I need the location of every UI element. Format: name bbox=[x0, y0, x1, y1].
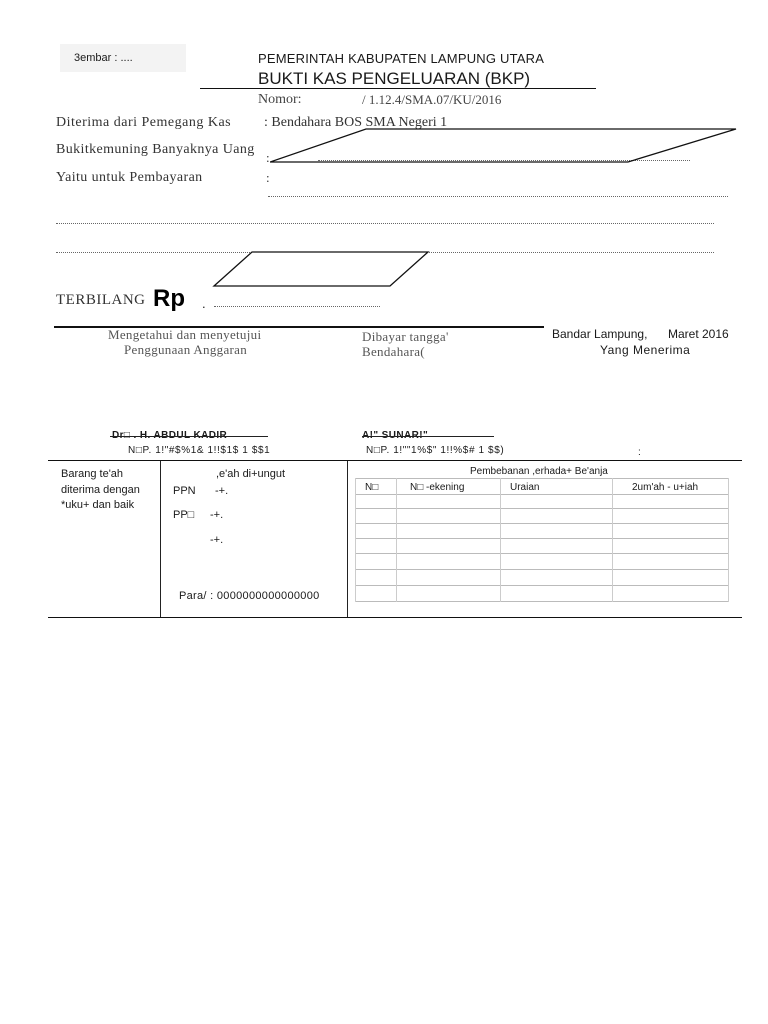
approve-line-1: Mengetahui dan menyetujui bbox=[108, 327, 262, 342]
treasurer-name-line bbox=[362, 436, 494, 437]
payment-dotted-line-1 bbox=[268, 196, 728, 197]
date-label: Maret 2016 bbox=[668, 327, 729, 341]
expense-title: Pembebanan ,erhada+ Be'anja bbox=[470, 466, 608, 477]
place-label: Bandar Lampung, bbox=[552, 327, 648, 341]
payment-dotted-line-2 bbox=[56, 223, 714, 224]
pph-label: PP□ bbox=[173, 509, 195, 521]
ppn-label: PPN bbox=[173, 485, 196, 497]
terbilang-dotted-line bbox=[214, 306, 380, 307]
terbilang-label: TERBILANG bbox=[56, 292, 146, 308]
diterima-label: Diterima dari Pemegang Kas bbox=[56, 115, 232, 130]
pph-value: -+. bbox=[210, 509, 224, 521]
goods-received-line-3: *uku+ dan baik bbox=[61, 499, 135, 511]
approver-name: Dr□ . H. ABDUL KADIR bbox=[112, 430, 228, 441]
rp-label: Rp bbox=[153, 285, 185, 312]
paraf-value: Para/ : 0000000000000000 bbox=[179, 590, 320, 602]
rp-box bbox=[212, 250, 432, 290]
treasurer-nip: N□P. 1!""1%$" 1!!%$# 1 $$) bbox=[366, 445, 505, 456]
expense-row-line bbox=[355, 523, 728, 524]
approve-line-2: Penggunaan Anggaran bbox=[124, 342, 248, 357]
nomor-value: / 1.12.4/SMA.07/KU/2016 bbox=[362, 92, 502, 107]
bukit-colon: : bbox=[266, 150, 270, 165]
receiver-colon: : bbox=[638, 447, 641, 458]
expense-col-line bbox=[355, 478, 356, 602]
col-amount-header: 2um'ah - u+iah bbox=[632, 482, 699, 493]
title-underline bbox=[200, 88, 596, 89]
ppn-value: -+. bbox=[215, 485, 229, 497]
bottom-divider-2 bbox=[347, 461, 348, 617]
expense-row-line bbox=[355, 601, 728, 602]
yaitu-label: Yaitu untuk Pembayaran bbox=[56, 170, 203, 185]
expense-row-line bbox=[355, 538, 728, 539]
nomor-label: Nomor: bbox=[258, 92, 302, 107]
approver-nip: N□P. 1!"#$%1& 1!!$1$ 1 $$1 bbox=[128, 445, 271, 456]
expense-col-line bbox=[500, 478, 501, 602]
yaitu-colon: : bbox=[266, 170, 270, 185]
tax-collected-title: ,e'ah di+ungut bbox=[216, 468, 286, 480]
expense-title-line bbox=[355, 478, 728, 479]
document-title: BUKTI KAS PENGELUARAN (BKP) bbox=[258, 69, 531, 88]
paid-line-1: Dibayar tangga' bbox=[362, 329, 449, 344]
bottom-table-bottom bbox=[48, 617, 742, 618]
expense-row-line bbox=[355, 569, 728, 570]
col-description-header: Uraian bbox=[510, 482, 540, 493]
expense-col-line bbox=[728, 478, 729, 602]
other-tax-value: -+. bbox=[210, 534, 224, 546]
goods-received-line-2: diterima dengan bbox=[61, 484, 140, 496]
rp-dot: . bbox=[202, 296, 206, 311]
expense-row-line bbox=[355, 585, 728, 586]
expense-col-line bbox=[396, 478, 397, 602]
paid-line-2: Bendahara( bbox=[362, 344, 425, 359]
expense-row-line bbox=[355, 508, 728, 509]
expense-row-line bbox=[355, 553, 728, 554]
agency-name: PEMERINTAH KABUPATEN LAMPUNG UTARA bbox=[258, 51, 545, 66]
goods-received-line-1: Barang te'ah bbox=[61, 468, 124, 480]
col-account-header: N□ -ekening bbox=[410, 482, 465, 493]
treasurer-name: A!" SUNAR!" bbox=[362, 430, 429, 441]
bukit-label: Bukitkemuning Banyaknya Uang bbox=[56, 142, 255, 157]
bottom-divider-1 bbox=[160, 461, 161, 617]
amount-box bbox=[270, 125, 740, 167]
expense-col-line bbox=[612, 478, 613, 602]
expense-row-line bbox=[355, 494, 728, 495]
receiver-label: Yang Menerima bbox=[600, 343, 691, 357]
approver-name-line bbox=[110, 436, 268, 437]
diterima-value: : Bendahara BOS SMA Negeri 1 bbox=[264, 115, 448, 130]
col-no-header: N□ bbox=[365, 482, 379, 493]
bottom-table-top bbox=[48, 460, 742, 461]
lembar-label: 3embar : .... bbox=[74, 52, 133, 64]
